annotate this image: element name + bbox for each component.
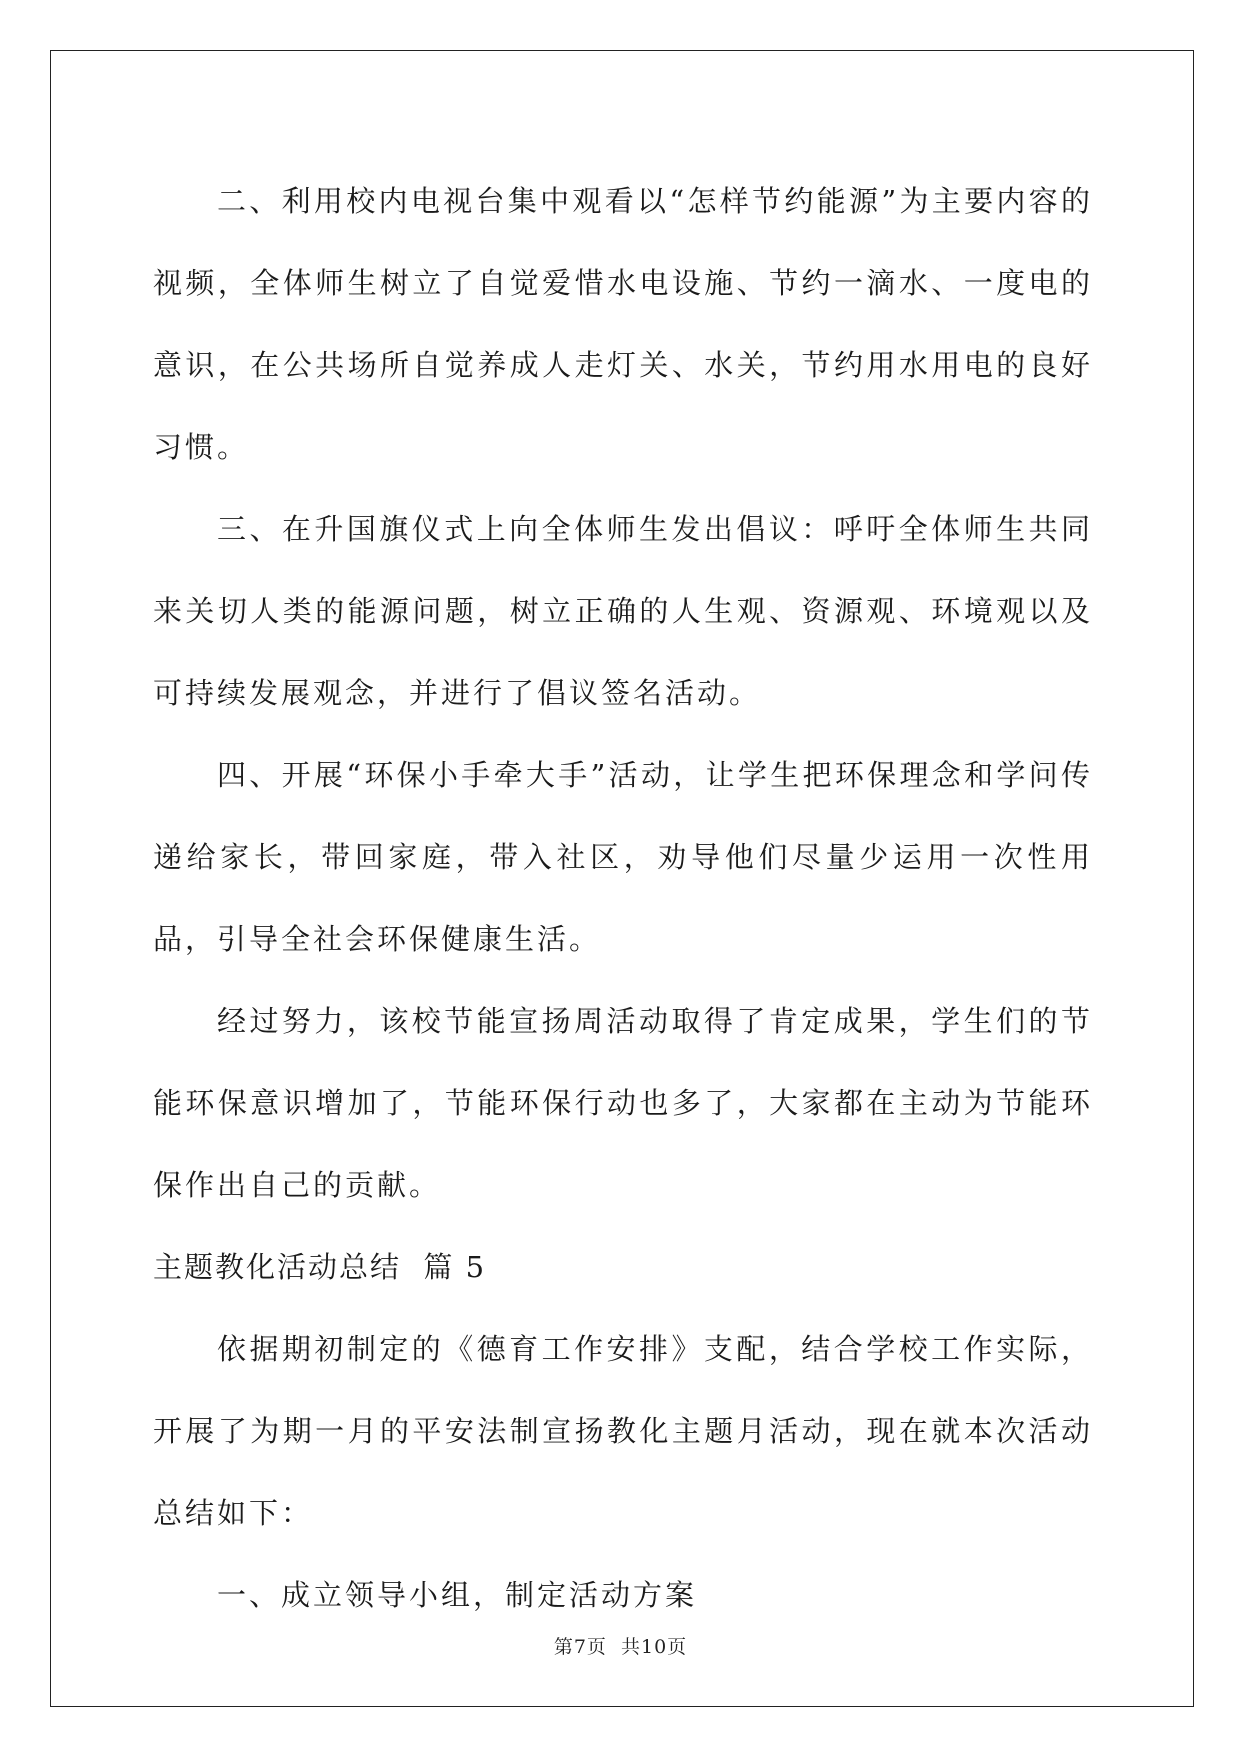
paragraph-3: 三、在升国旗仪式上向全体师生发出倡议：呼吁全体师生共同来关切人类的能源问题，树立正确的人生观、资源观、环境观以及可持续发展观念，并进行了倡议签名活动。: [153, 512, 1093, 710]
section-heading: 主题教化活动总结 篇 5: [153, 1250, 487, 1284]
page-footer: 第7页 共10页: [553, 1636, 688, 1658]
section-paragraph-1: 一、成立领导小组，制定活动方案: [217, 1578, 698, 1612]
paragraph-2: 二、利用校内电视台集中观看以“怎样节约能源”为主要内容的视频，全体师生树立了自觉爱惜水电设施、节约一滴水、一度电的意识，在公共场所自觉养成人走灯关、水关，节约用水用电的良好习惯。: [153, 184, 1093, 464]
document-body: [153, 160, 1093, 1636]
paragraph-conclusion: 经过努力，该校节能宣扬周活动取得了肯定成果，学生们的节能环保意识增加了，节能环保行动也多了，大家都在主动为节能环保作出自己的贡献。: [153, 1004, 1093, 1202]
paragraph-4: 四、开展“环保小手牵大手”活动，让学生把环保理念和学问传递给家长，带回家庭，带入社区，劝导他们尽量少运用一次性用品，引导全社会环保健康生活。: [153, 758, 1093, 956]
section-paragraph-intro: 依据期初制定的《德育工作安排》支配，结合学校工作实际，开展了为期一月的平安法制宣扬教化主题月活动，现在就本次活动总结如下：: [153, 1332, 1093, 1530]
